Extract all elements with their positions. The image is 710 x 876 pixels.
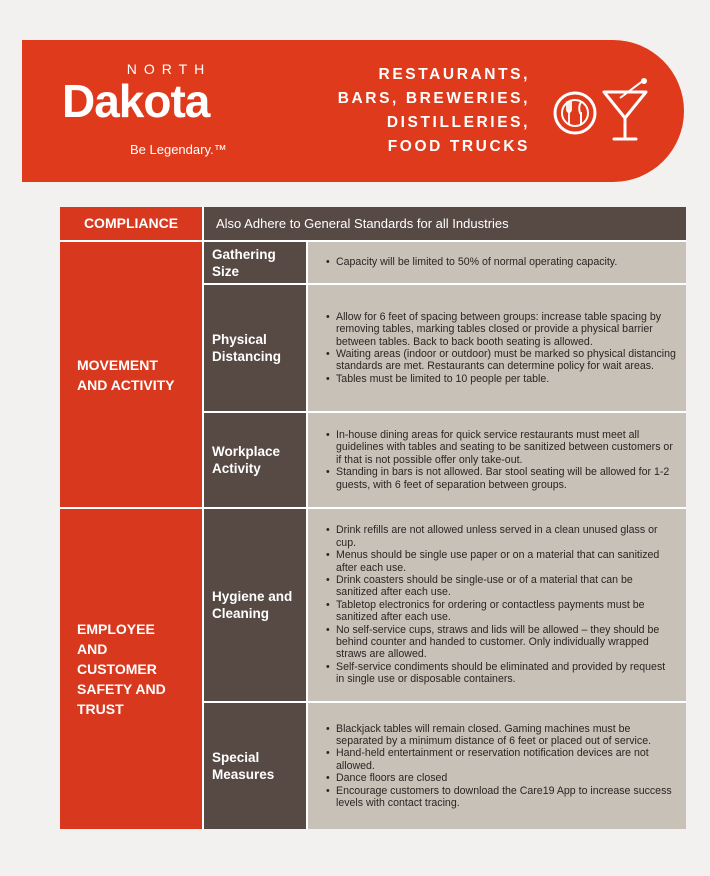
row-label-gathering-size	[204, 242, 306, 283]
bullet-item: • Capacity will be limited to 50% of normal operating capacity.	[336, 256, 617, 268]
compliance-table	[60, 207, 686, 829]
header-general-standards: Also Adhere to General Standards for all Industries	[204, 207, 686, 240]
bullet-item: • Drink coasters should be single-use or of a material that can be sanitized after each use.	[336, 574, 676, 599]
category-movement-and-activity	[60, 242, 202, 507]
bullet-item: • In-house dining areas for quick service restaurants must meet all guidelines with tables and seating to be sanitized between customers or if that is not possible offer only take-out.	[336, 429, 676, 466]
logo-north-text: NORTH	[126, 61, 212, 77]
bullet-item: • Self-service condiments should be eliminated and provided by request in single use or disposable containers.	[336, 661, 676, 686]
bullet-item: • Allow for 6 feet of spacing between groups: increase table spacing by removing tables, marking tables closed or provide a physical barrier between tables. Back to back booth seating is allowed.	[336, 311, 676, 348]
row-label-hygiene-and-cleaning	[204, 509, 306, 701]
row-label: Special Measures	[212, 750, 275, 782]
row-label-special-measures	[204, 703, 306, 829]
bullet-item: • Standing in bars is not allowed. Bar stool seating will be allowed for 1-2 guests, with 6 feet of separation between groups.	[336, 466, 676, 491]
row-content-special-measures	[308, 703, 686, 829]
row-label: Workplace Activity	[212, 444, 281, 476]
row-content-physical-distancing	[308, 285, 686, 411]
row-label: Physical Distancing	[212, 332, 282, 364]
cocktail-glass-icon	[600, 78, 650, 144]
bullet-item: • Menus should be single use paper or on a material that can sanitized after each use.	[336, 549, 676, 574]
banner-title-line: DISTILLERIES,	[386, 114, 530, 131]
bullet-item: • Blackjack tables will remain closed. Gaming machines must be separated by a minimum distance of 6 feet or placed out of service.	[336, 723, 676, 748]
category-label: MOVEMENT AND ACTIVITY	[77, 356, 175, 393]
bullet-item: • Waiting areas (indoor or outdoor) must be marked so physical distancing standards are met. Restaurants can determine policy for wait areas.	[336, 348, 676, 373]
bullet-item: • Tabletop electronics for ordering or contactless payments must be sanitized after each use.	[336, 599, 676, 624]
banner-title-line: RESTAURANTS,	[378, 66, 530, 83]
row-content-workplace-activity	[308, 413, 686, 507]
logo-tagline: Be Legendary.™	[130, 142, 227, 157]
header-compliance: COMPLIANCE	[60, 207, 202, 240]
banner-title-line: FOOD TRUCKS	[387, 138, 530, 155]
bullet-item: • Dance floors are closed	[336, 772, 676, 784]
banner-title-line: BARS, BREWERIES,	[337, 90, 530, 107]
header-banner	[22, 40, 684, 182]
banner-title	[290, 63, 530, 159]
row-label: Gathering Size	[212, 246, 276, 279]
row-content-gathering-size	[308, 242, 686, 283]
bullet-item: • Encourage customers to download the Care19 App to increase success levels with contact tracing.	[336, 785, 676, 810]
row-label-physical-distancing	[204, 285, 306, 411]
category-label: EMPLOYEE AND CUSTOMER SAFETY AND TRUST	[77, 621, 166, 717]
bullet-item: • Hand-held entertainment or reservation notification devices are not allowed.	[336, 747, 676, 772]
bullet-item: • Drink refills are not allowed unless served in a clean unused glass or cup.	[336, 524, 676, 549]
logo-dakota-text: Dakota	[62, 75, 210, 127]
fork-knife-plate-icon	[552, 90, 598, 136]
row-label: Hygiene and Cleaning	[212, 589, 293, 621]
category-employee-and-customer-safety	[60, 509, 202, 829]
row-content-hygiene-and-cleaning	[308, 509, 686, 701]
bullet-item: • No self-service cups, straws and lids will be allowed – they should be behind counter and handed to customer. Only individually wrapped straws are allowed.	[336, 624, 676, 661]
bullet-item: • Tables must be limited to 10 people per table.	[336, 373, 676, 385]
row-label-workplace-activity	[204, 413, 306, 507]
